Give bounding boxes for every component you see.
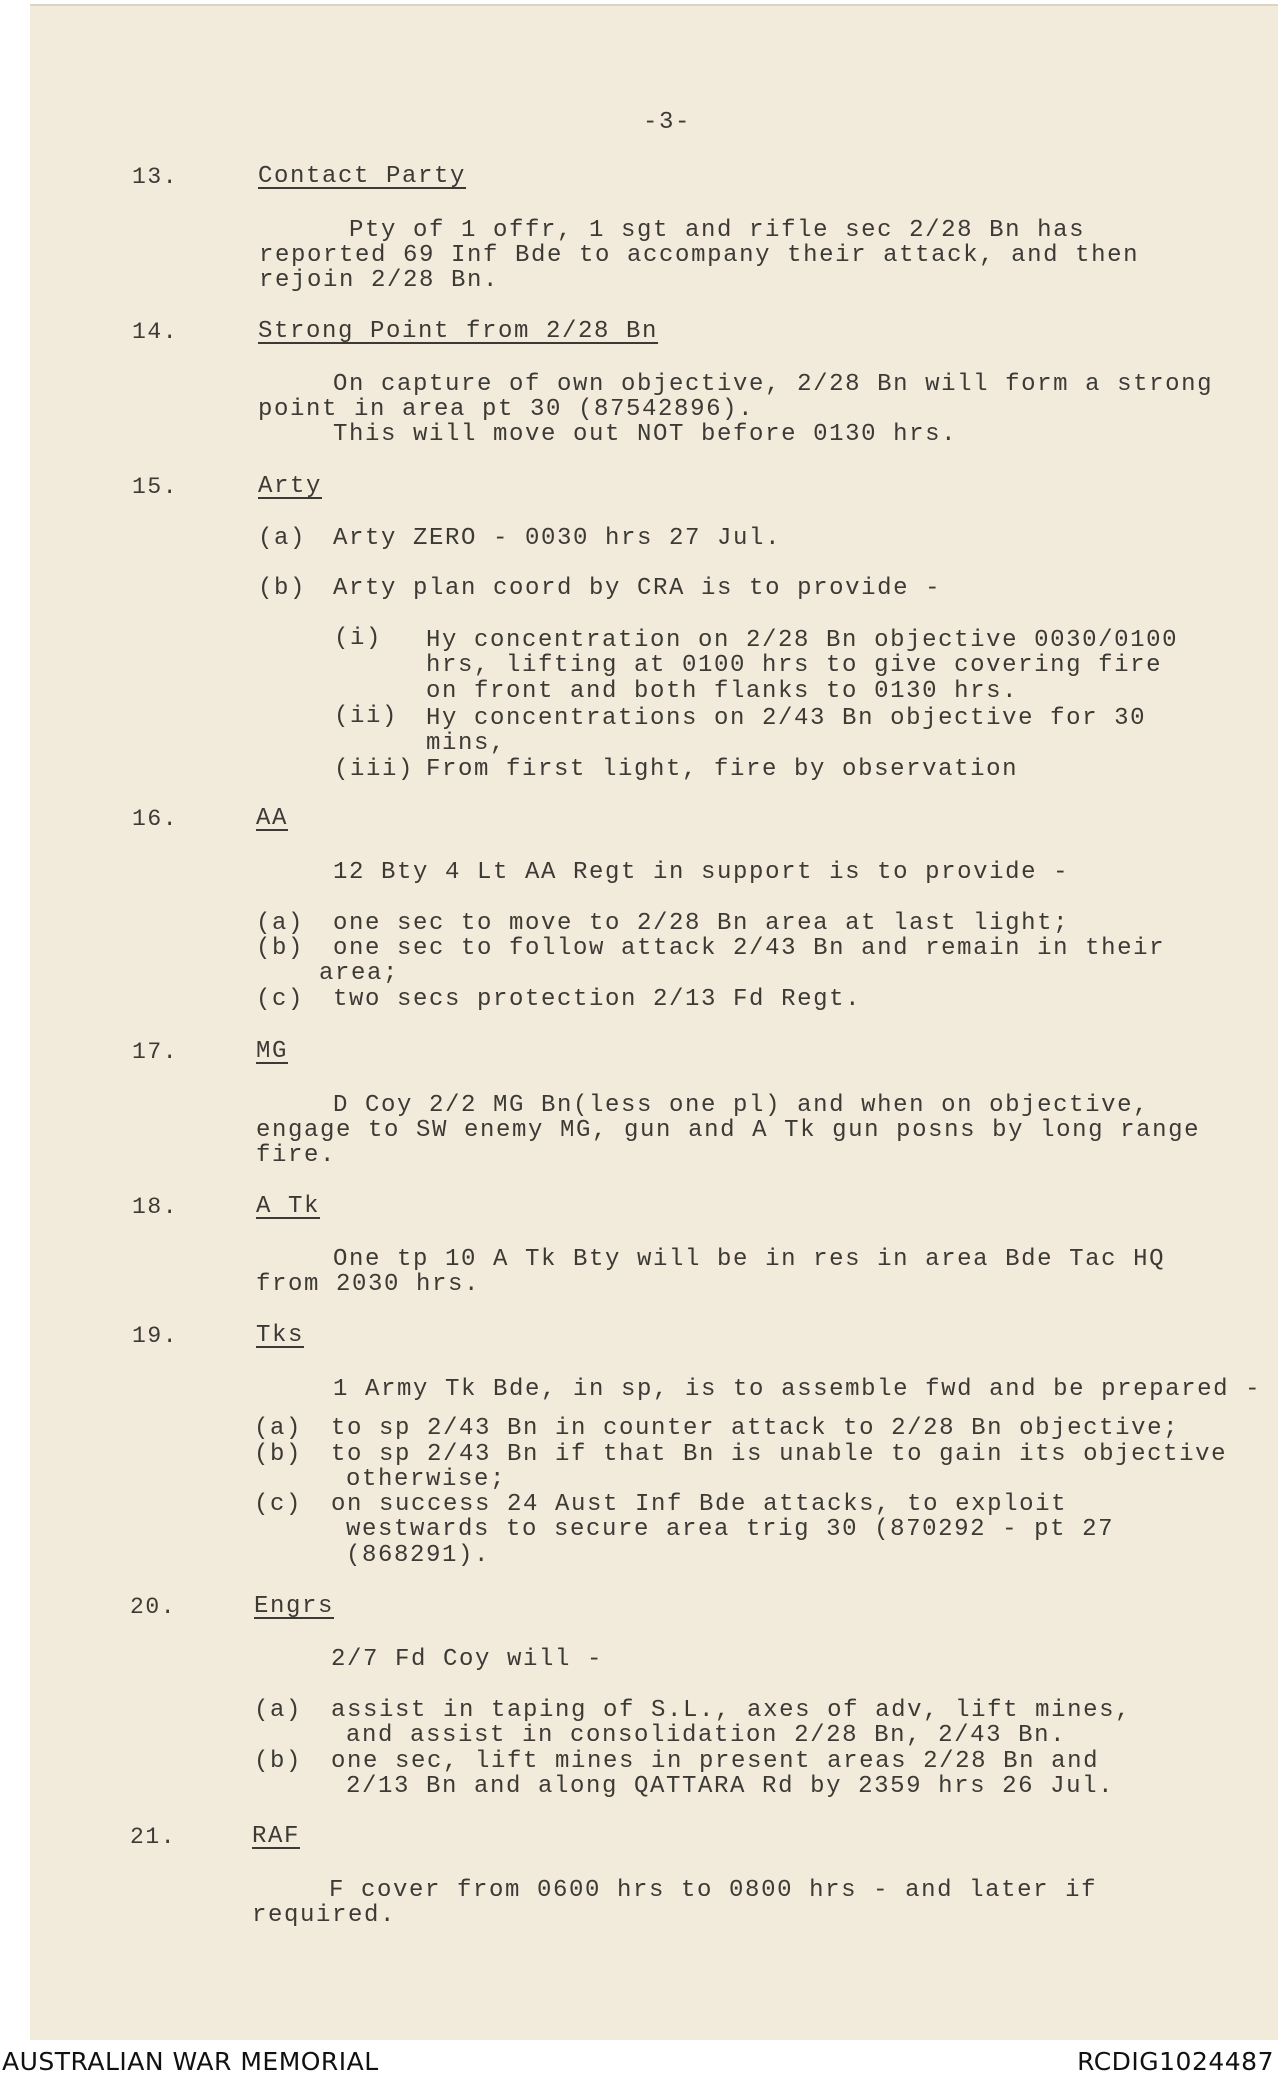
section-20-a-line-1: assist in taping of S.L., axes of adv, lift mines,	[331, 1697, 1132, 1724]
section-14-title: Strong Point from 2/28 Bn	[258, 318, 659, 345]
section-13-number: 13.	[132, 164, 179, 190]
section-17-number: 17.	[132, 1039, 179, 1065]
section-19-intro: 1 Army Tk Bde, in sp, is to assemble fwd and be prepared -	[333, 1376, 1262, 1403]
section-19-c-line-1: on success 24 Aust Inf Bde attacks, to exploit	[331, 1491, 1068, 1518]
section-19-b-label: (b)	[254, 1441, 303, 1468]
section-14-line-1: On capture of own objective, 2/28 Bn will form a strong	[333, 371, 1214, 398]
section-13-title: Contact Party	[258, 163, 467, 190]
section-13-line-3: rejoin 2/28 Bn.	[259, 267, 500, 294]
section-19-b-cont: otherwise;	[346, 1466, 507, 1493]
section-20-a-line-2: and assist in consolidation 2/28 Bn, 2/43 Bn.	[346, 1722, 1067, 1749]
section-15-ii-line-1: Hy concentrations on 2/43 Bn objective for 30	[426, 705, 1147, 732]
section-19-a-label: (a)	[254, 1415, 303, 1442]
section-17-line-1: D Coy 2/2 MG Bn(less one pl) and when on objective,	[333, 1092, 1150, 1119]
section-15-iii-text: From first light, fire by observation	[426, 756, 1019, 783]
section-15-i-line-3: on front and both flanks to 0130 hrs.	[426, 678, 1019, 705]
section-16-a-label: (a)	[256, 910, 305, 937]
section-20-title: Engrs	[254, 1593, 335, 1620]
footer-id: RCDIG1024487	[1077, 2047, 1274, 2076]
section-15-ii-label: (ii)	[334, 703, 399, 730]
section-13-line-2: reported 69 Inf Bde to accompany their attack, and then	[259, 242, 1140, 269]
section-15-ii-line-2: mins,	[426, 730, 507, 757]
section-16-a-text: one sec to move to 2/28 Bn area at last light;	[333, 910, 1070, 937]
footer-source: AUSTRALIAN WAR MEMORIAL	[2, 2047, 379, 2076]
section-16-b-label: (b)	[256, 935, 305, 962]
section-16-b-text: one sec to follow attack 2/43 Bn and remain in their	[333, 935, 1166, 962]
section-13-line-1: Pty of 1 offr, 1 sgt and rifle sec 2/28 Bn has	[349, 217, 1086, 244]
section-16-c-label: (c)	[256, 986, 305, 1013]
section-18-line-2: from 2030 hrs.	[256, 1271, 481, 1298]
section-19-c-label: (c)	[254, 1491, 303, 1518]
section-19-b-text: to sp 2/43 Bn if that Bn is unable to gain its objective	[331, 1441, 1228, 1468]
section-15-b-label: (b)	[258, 575, 307, 602]
section-15-b-text: Arty plan coord by CRA is to provide -	[333, 575, 942, 602]
section-16-intro: 12 Bty 4 Lt AA Regt in support is to provide -	[333, 859, 1070, 886]
section-14-number: 14.	[132, 319, 179, 345]
section-15-iii-label: (iii)	[334, 756, 415, 783]
section-16-c-text: two secs protection 2/13 Fd Regt.	[333, 986, 862, 1013]
section-18-title: A Tk	[256, 1193, 321, 1220]
section-15-a-text: Arty ZERO - 0030 hrs 27 Jul.	[333, 525, 782, 552]
section-20-intro: 2/7 Fd Coy will -	[331, 1646, 604, 1673]
section-20-number: 20.	[130, 1594, 177, 1620]
section-18-line-1: One tp 10 A Tk Bty will be in res in area Bde Tac HQ	[333, 1246, 1166, 1273]
section-16-title: AA	[256, 805, 289, 832]
section-15-i-line-1: Hy concentration on 2/28 Bn objective 0030/0100	[426, 627, 1179, 654]
section-17-line-2: engage to SW enemy MG, gun and A Tk gun posns by long range	[256, 1117, 1201, 1144]
section-19-number: 19.	[132, 1323, 179, 1349]
section-18-number: 18.	[132, 1194, 179, 1220]
section-17-title: MG	[256, 1038, 289, 1065]
page-number: -3-	[643, 109, 692, 136]
section-19-a-text: to sp 2/43 Bn in counter attack to 2/28 Bn objective;	[331, 1415, 1180, 1442]
section-15-title: Arty	[258, 473, 323, 500]
section-14-line-2: point in area pt 30 (87542896).	[258, 396, 755, 423]
section-16-number: 16.	[132, 806, 179, 832]
section-19-title: Tks	[256, 1322, 305, 1349]
section-19-c-line-3: (868291).	[346, 1542, 491, 1569]
section-20-b-line-2: 2/13 Bn and along QATTARA Rd by 2359 hrs 26 Jul.	[346, 1773, 1115, 1800]
section-21-line-2: required.	[252, 1902, 397, 1929]
section-21-title: RAF	[252, 1823, 301, 1850]
document-page	[30, 4, 1278, 2040]
section-20-b-line-1: one sec, lift mines in present areas 2/28 Bn and	[331, 1748, 1100, 1775]
section-21-line-1: F cover from 0600 hrs to 0800 hrs - and later if	[329, 1877, 1098, 1904]
section-20-a-label: (a)	[254, 1697, 303, 1724]
section-15-a-label: (a)	[258, 525, 307, 552]
section-14-line-3: This will move out NOT before 0130 hrs.	[333, 421, 958, 448]
section-15-number: 15.	[132, 474, 179, 500]
section-17-line-3: fire.	[256, 1142, 337, 1169]
section-16-b-cont: area;	[319, 960, 400, 987]
section-21-number: 21.	[130, 1824, 177, 1850]
section-19-c-line-2: westwards to secure area trig 30 (870292 - pt 27	[346, 1516, 1115, 1543]
section-15-i-line-2: hrs, lifting at 0100 hrs to give covering fire	[426, 652, 1163, 679]
section-15-i-label: (i)	[334, 625, 383, 652]
section-20-b-label: (b)	[254, 1748, 303, 1775]
